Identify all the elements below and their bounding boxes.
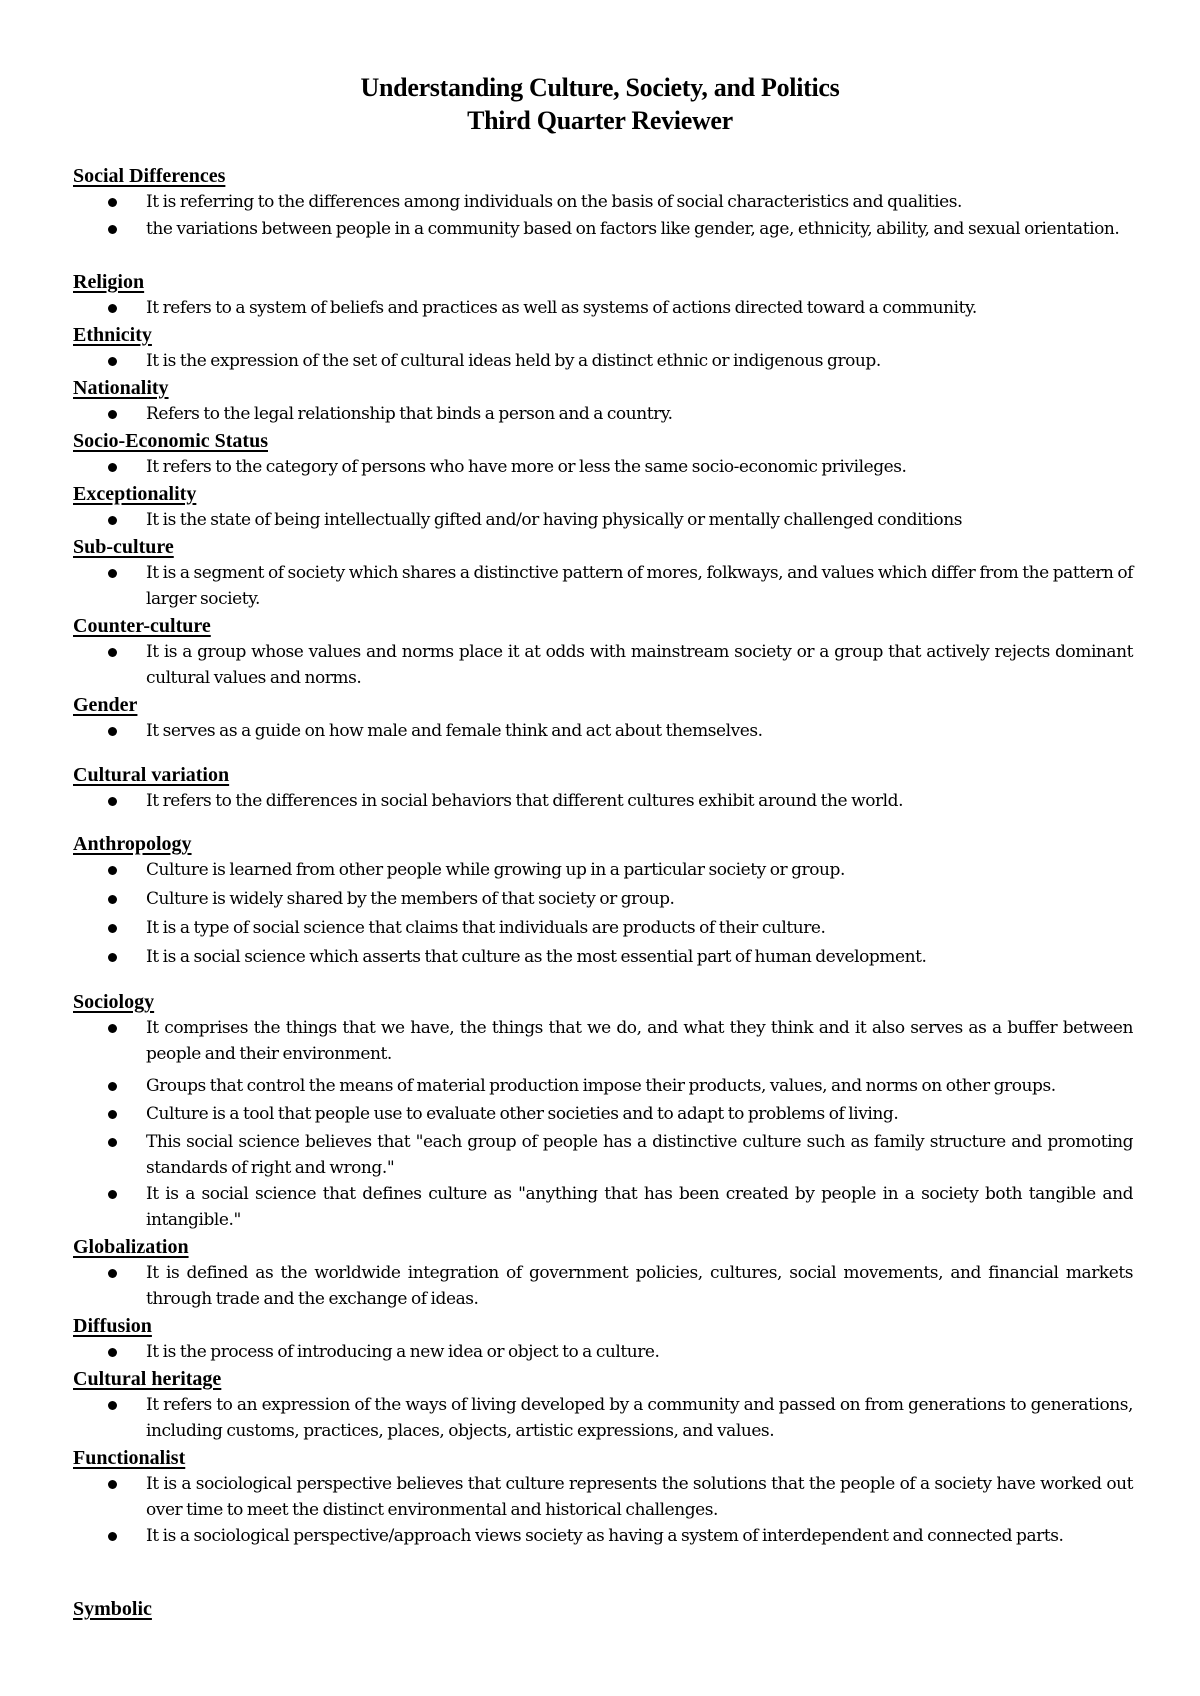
bullet-icon	[108, 866, 117, 875]
bullet-icon	[108, 1480, 117, 1489]
list-item	[108, 1129, 1133, 1181]
list-item	[108, 1181, 1133, 1233]
list-item-text: It refers to the category of persons who have more or less the same socio-economic privileges.	[146, 457, 907, 477]
bullet-icon	[108, 1269, 117, 1278]
section-heading-nationality: Nationality	[73, 377, 169, 399]
bullet-icon	[108, 648, 117, 657]
section-heading-sub-culture: Sub-culture	[73, 536, 174, 558]
list-item-text: It refers to a system of beliefs and practices as well as systems of actions directed toward a community.	[146, 298, 977, 318]
section-heading-cultural-variation: Cultural variation	[73, 764, 230, 786]
section-heading-ethnicity: Ethnicity	[73, 324, 152, 346]
list-item	[108, 1015, 1133, 1067]
list-item	[108, 886, 1133, 912]
bullet-icon	[108, 797, 117, 806]
list-item-text: It is a type of social science that claims that individuals are products of their culture.	[146, 918, 826, 938]
list-item	[108, 944, 1133, 970]
list-item	[108, 401, 1133, 427]
section-heading-sociology: Sociology	[73, 991, 155, 1013]
list-item	[108, 1260, 1133, 1312]
list-item-text: It serves as a guide on how male and female think and act about themselves.	[146, 721, 763, 741]
section-heading-religion: Religion	[73, 271, 145, 293]
section-heading-exceptionality: Exceptionality	[73, 483, 197, 505]
list-item-text: It is referring to the differences among individuals on the basis of social characteristics and qualities.	[146, 192, 962, 212]
list-item-text: Culture is a tool that people use to evaluate other societies and to adapt to problems of living.	[146, 1104, 899, 1124]
bullet-icon	[108, 1110, 117, 1119]
list-item	[108, 1392, 1133, 1444]
list-item-text: It is a social science which asserts that culture as the most essential part of human development.	[146, 947, 927, 967]
list-item	[108, 560, 1133, 612]
section-heading-social-differences: Social Differences	[73, 165, 226, 187]
list-item-text: Culture is widely shared by the members of that society or group.	[146, 889, 675, 909]
section-heading-functionalist: Functionalist	[73, 1447, 186, 1469]
list-item-text: It is a segment of society which shares a distinctive pattern of mores, folkways, and values which differ from the pattern of larger society.	[146, 563, 1133, 609]
list-item	[108, 454, 1133, 480]
list-item-text: It is the process of introducing a new idea or object to a culture.	[146, 1342, 660, 1362]
list-item-text: It refers to an expression of the ways of living developed by a community and passed on from generations to generations, including customs, practices, places, objects, artistic expressions, and values.	[146, 1395, 1133, 1441]
bullet-icon	[108, 516, 117, 525]
list-item	[108, 1101, 1133, 1127]
list-item	[108, 507, 1133, 533]
bullet-icon	[108, 569, 117, 578]
bullet-icon	[108, 953, 117, 962]
list-item-text: It refers to the differences in social behaviors that different cultures exhibit around the world.	[146, 791, 904, 811]
bullet-icon	[108, 1348, 117, 1357]
bullet-icon	[108, 924, 117, 933]
list-item-text: Groups that control the means of material production impose their products, values, and norms on other groups.	[146, 1076, 1056, 1096]
list-item-text: Refers to the legal relationship that binds a person and a country.	[146, 404, 673, 424]
section-heading-counter-culture: Counter-culture	[73, 615, 211, 637]
list-item	[108, 348, 1133, 374]
document-subtitle: Third Quarter Reviewer	[467, 106, 733, 135]
list-item	[108, 915, 1133, 941]
bullet-icon	[108, 410, 117, 419]
list-item	[108, 295, 1133, 321]
section-heading-symbolic: Symbolic	[73, 1598, 152, 1620]
section-heading-diffusion: Diffusion	[73, 1315, 152, 1337]
list-item	[108, 788, 1133, 814]
list-item-text: It is a group whose values and norms place it at odds with mainstream society or a group that actively rejects dominant cultural values and norms.	[146, 642, 1133, 688]
list-item	[108, 718, 1133, 744]
section-heading-anthropology: Anthropology	[73, 833, 192, 855]
document-title: Understanding Culture, Society, and Politics	[360, 73, 840, 102]
list-item-text: It is a social science that defines culture as "anything that has been created by people in a society both tangible and intangible."	[146, 1184, 1133, 1230]
bullet-icon	[108, 357, 117, 366]
list-item-text: It is a sociological perspective believes that culture represents the solutions that the people of a society have worked out over time to meet the distinct environmental and historical challenges.	[146, 1474, 1133, 1520]
bullet-icon	[108, 1401, 117, 1410]
bullet-icon	[108, 225, 117, 234]
list-item	[108, 1339, 1133, 1365]
section-heading-globalization: Globalization	[73, 1236, 189, 1258]
list-item-text: the variations between people in a community based on factors like gender, age, ethnicity, ability, and sexual orientation.	[146, 219, 1120, 239]
bullet-icon	[108, 1082, 117, 1091]
list-item-text: Culture is learned from other people while growing up in a particular society or group.	[146, 860, 845, 880]
bullet-icon	[108, 895, 117, 904]
list-item	[108, 639, 1133, 691]
list-item-text: It is the expression of the set of cultural ideas held by a distinct ethnic or indigenous group.	[146, 351, 881, 371]
bullet-icon	[108, 1024, 117, 1033]
list-item	[108, 1523, 1133, 1549]
list-item	[108, 189, 1133, 215]
bullet-icon	[108, 463, 117, 472]
list-item	[108, 857, 1133, 883]
bullet-icon	[108, 727, 117, 736]
bullet-icon	[108, 304, 117, 313]
bullet-icon	[108, 1138, 117, 1147]
bullet-icon	[108, 198, 117, 207]
list-item	[108, 216, 1133, 242]
bullet-icon	[108, 1532, 117, 1541]
list-item-text: It is the state of being intellectually gifted and/or having physically or mentally challenged conditions	[146, 510, 962, 530]
bullet-icon	[108, 1190, 117, 1199]
list-item-text: It is defined as the worldwide integration of government policies, cultures, social movements, and financial markets through trade and the exchange of ideas.	[146, 1263, 1133, 1309]
list-item-text: It is a sociological perspective/approach views society as having a system of interdependent and connected parts.	[146, 1526, 1064, 1546]
list-item-text: This social science believes that "each group of people has a distinctive culture such as family structure and promoting standards of right and wrong."	[146, 1132, 1133, 1178]
section-heading-socio-economic-status: Socio-Economic Status	[73, 430, 268, 452]
list-item	[108, 1073, 1133, 1099]
list-item-text: It comprises the things that we have, the things that we do, and what they think and it also serves as a buffer between people and their environment.	[146, 1018, 1133, 1064]
section-heading-gender: Gender	[73, 694, 138, 716]
list-item	[108, 1471, 1133, 1523]
section-heading-cultural-heritage: Cultural heritage	[73, 1368, 222, 1390]
